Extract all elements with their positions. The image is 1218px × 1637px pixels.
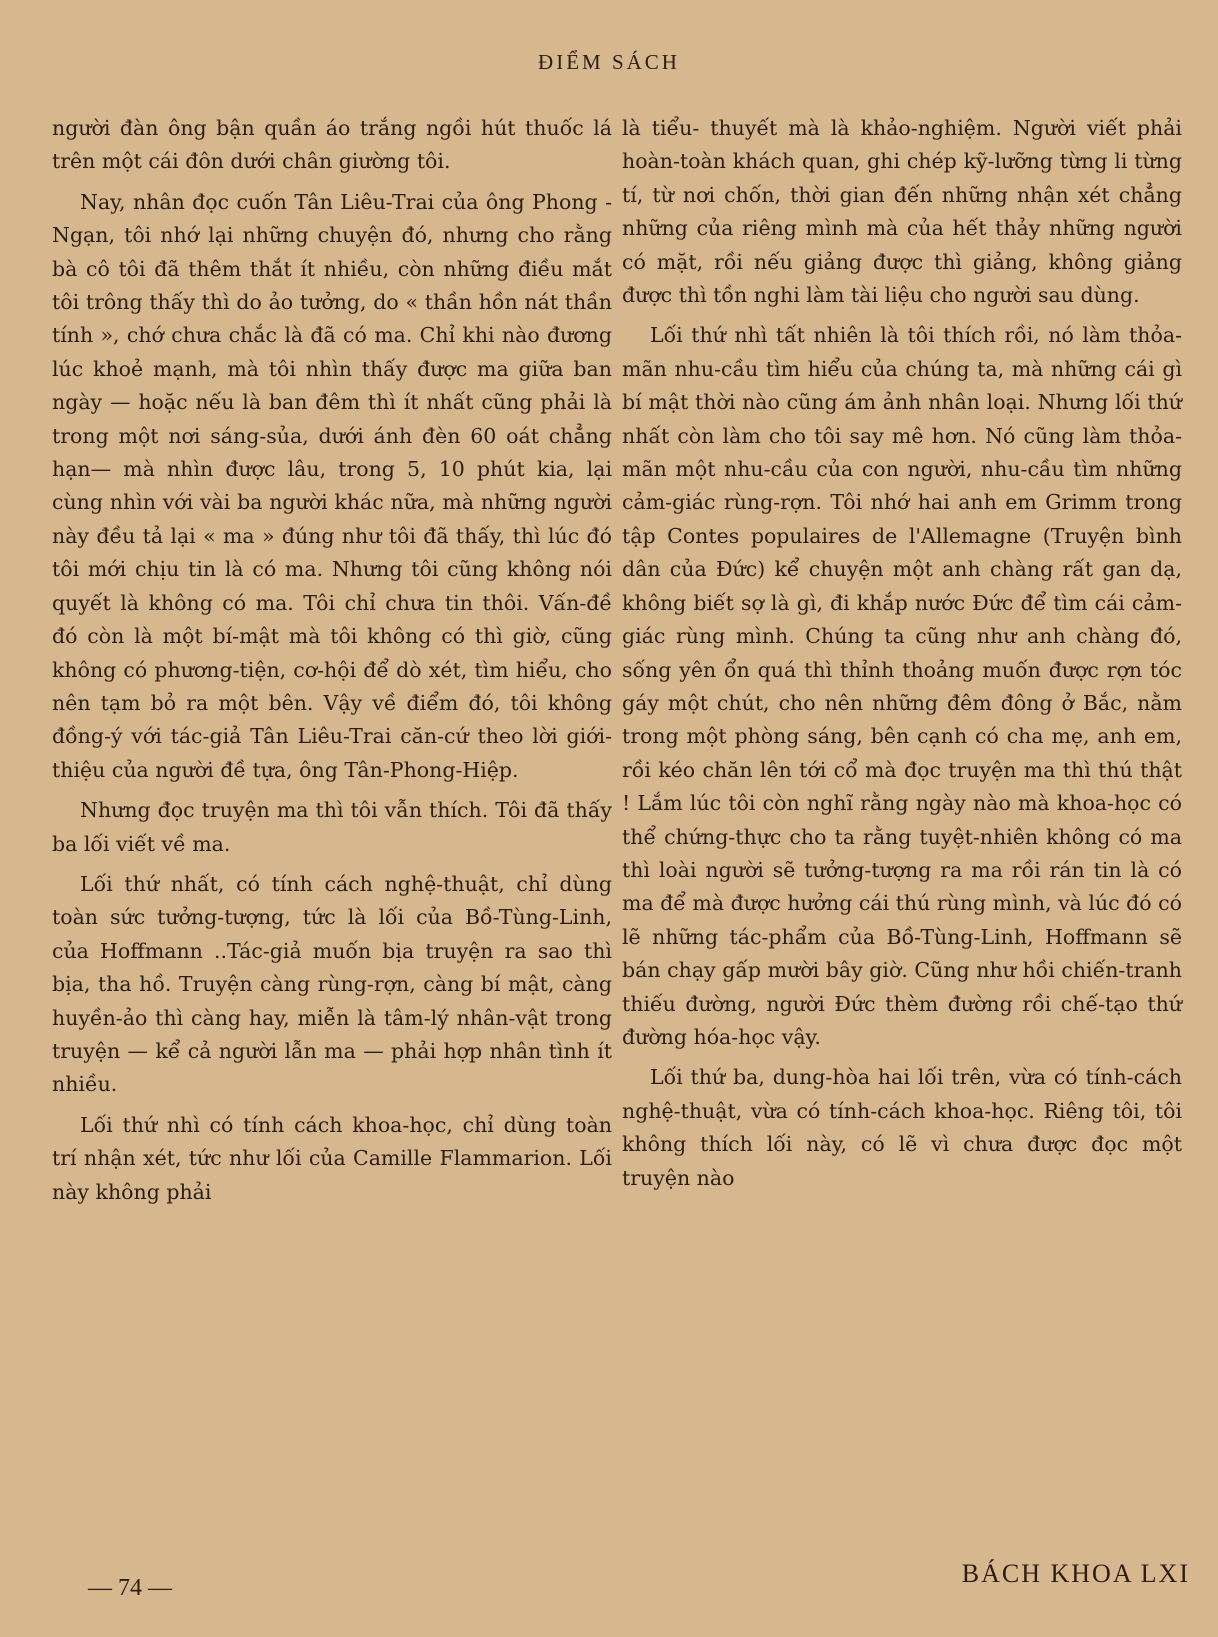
- paragraph: người đàn ông bận quần áo trắng ngồi hút thuốc lá trên một cái đôn dưới chân giường tôi.: [52, 116, 612, 174]
- paragraph: là tiểu- thuyết mà là khảo-nghiệm. Người viết phải hoàn-toàn khách quan, ghi chép kỹ-lưỡng từng li từng tí, từ nơi chốn, thời gian đến những nhận xét chẳng những của riêng mình mà của hết thảy những người có mặt, rồi nếu giảng được thì giảng, không giảng được thì tồn nghi làm tài liệu cho người sau dùng.: [622, 116, 1182, 308]
- paragraph: Lối thứ ba, dung-hòa hai lối trên, vừa có tính-cách nghệ-thuật, vừa có tính-cách khoa-học. Riêng tôi, tôi không thích lối này, có lẽ vì chưa được đọc một truyện nào: [622, 1065, 1182, 1190]
- page-number: — 74 —: [88, 1575, 172, 1601]
- paragraph: Nay, nhân đọc cuốn Tân Liêu-Trai của ông Phong - Ngạn, tôi nhớ lại những chuyện đó, nhưng cho rằng bà cô tôi đã thêm thắt ít nhiều, còn những điều mắt tôi trông thấy thì do ảo tưởng, do « thần hồn nát thần tính », chớ chưa chắc là đã có ma. Chỉ khi nào đương lúc khoẻ mạnh, mà tôi nhìn thấy được ma giữa ban ngày — hoặc nếu là ban đêm thì ít nhất cũng phải là trong một nơi sáng-sủa, dưới ánh đèn 60 oát chẳng hạn— mà nhìn được lâu, trong 5, 10 phút kia, lại cùng nhìn với vài ba người khác nữa, mà những người này đều tả lại « ma » đúng như tôi đã thấy, thì lúc đó tôi mới chịu tin là có ma. Nhưng tôi cũng không nói quyết là không có ma. Tôi chỉ chưa tin thôi. Vấn-đề đó còn là một bí-mật mà tôi không có thì giờ, cũng không có phương-tiện, cơ-hội để dò xét, tìm hiểu, cho nên tạm bỏ ra một bên. Vậy về điểm đó, tôi không đồng-ý với tác-giả Tân Liêu-Trai căn-cứ theo lời giới-thiệu của người đề tựa, ông Tân-Phong-Hiệp.: [52, 189, 612, 782]
- right-column: [622, 112, 1182, 1195]
- paragraph: Lối thứ nhì tất nhiên là tôi thích rồi, nó làm thỏa-mãn nhu-cầu tìm hiểu của chúng ta, mà những cái gì bí mật thời nào cũng ám ảnh nhân loại. Nhưng lối thứ nhất còn làm cho tôi say mê hơn. Nó cũng làm thỏa-mãn một nhu-cầu của con người, nhu-cầu tìm những cảm-giác rùng-rợn. Tôi nhớ hai anh em Grimm trong tập Contes populaires de l'Allemagne (Truyện bình dân của Đức) kể chuyện một anh chàng rất gan dạ, không biết sợ là gì, đi khắp nước Đức để tìm cái cảm-giác rùng mình. Chúng ta cũng như anh chàng đó, sống yên ổn quá thì thỉnh thoảng muốn được rợn tóc gáy một chút, cho nên những đêm đông ở Bắc, nằm trong một phòng sáng, bên cạnh có cha mẹ, anh em, rồi kéo chăn lên tới cổ mà đọc truyện ma thì thú thật ! Lắm lúc tôi còn nghĩ rằng ngày nào mà khoa-học có thể chứng-thực cho ta rằng tuyệt-nhiên không có ma thì loài người sẽ tưởng-tượng ra ma rồi rán tin là có ma để mà được hưởng cái thú rùng mình, và lúc đó có lẽ những tác-phẩm của Bồ-Tùng-Linh, Hoffmann sẽ bán chạy gấp mười bây giờ. Cũng như hồi chiến-tranh thiếu đường, người Đức thèm đường rồi chế-tạo thứ đường hóa-học vậy.: [622, 323, 1182, 1049]
- paragraph: Lối thứ nhì có tính cách khoa-học, chỉ dùng toàn trí nhận xét, tức như lối của Camille Flammarion. Lối này không phải: [52, 1112, 612, 1204]
- paragraph: Nhưng đọc truyện ma thì tôi vẫn thích. Tôi đã thấy ba lối viết về ma.: [52, 798, 612, 856]
- left-column: [52, 112, 612, 1209]
- paragraph: Lối thứ nhất, có tính cách nghệ-thuật, chỉ dùng toàn sức tưởng-tượng, tức là lối của Bồ-Tùng-Linh, của Hoffmann ..Tác-giả muốn bịa truyện ra sao thì bịa, tha hồ. Truyện càng rùng-rợn, càng bí mật, càng huyền-ảo thì càng hay, miễn là tâm-lý nhân-vật trong truyện — kể cả người lẫn ma — phải hợp nhân tình ít nhiều.: [52, 871, 612, 1097]
- magazine-name: BÁCH KHOA LXI: [961, 1559, 1190, 1588]
- page-header: ĐIỂM SÁCH: [538, 50, 680, 74]
